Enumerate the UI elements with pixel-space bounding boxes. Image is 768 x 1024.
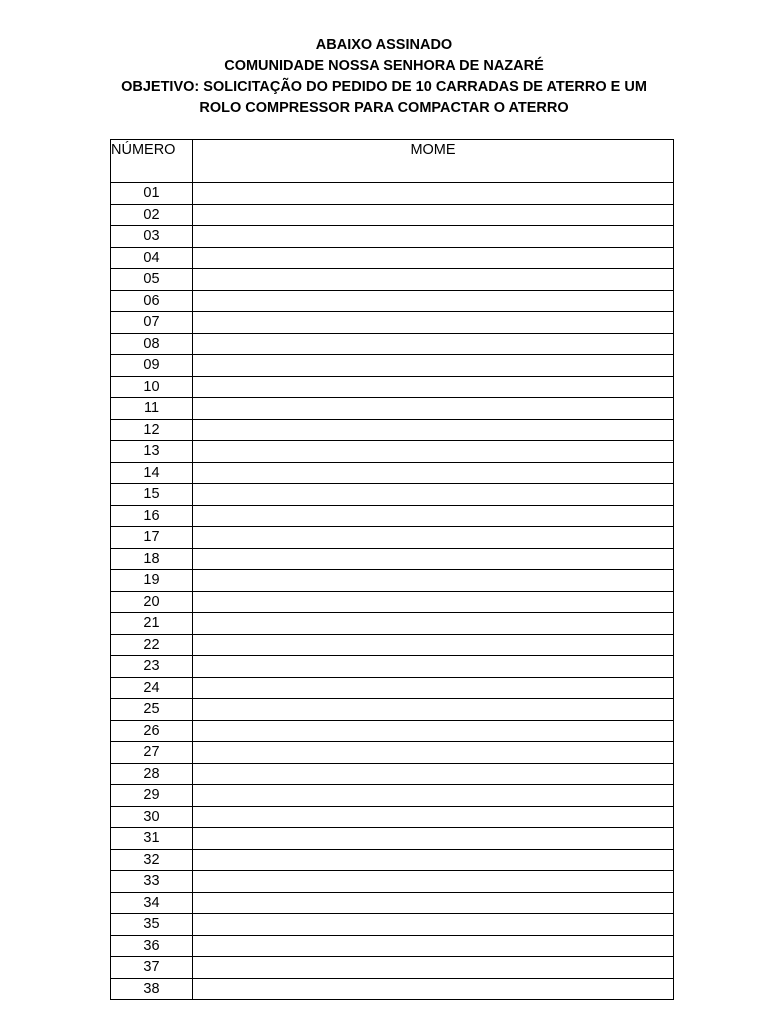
row-number: 38 [111, 978, 193, 1000]
signature-name-cell[interactable] [193, 978, 674, 1000]
heading-community: COMUNIDADE NOSSA SENHORA DE NAZARÉ [224, 58, 544, 74]
row-number: 14 [111, 462, 193, 484]
row-number: 09 [111, 355, 193, 377]
signature-name-cell[interactable] [193, 613, 674, 635]
row-number: 34 [111, 892, 193, 914]
signature-name-cell[interactable] [193, 548, 674, 570]
table-header-row [111, 140, 674, 183]
signature-table [110, 139, 674, 1000]
signature-name-cell[interactable] [193, 570, 674, 592]
row-number: 26 [111, 720, 193, 742]
table-row [111, 484, 674, 506]
table-row [111, 441, 674, 463]
row-number: 20 [111, 591, 193, 613]
signature-name-cell[interactable] [193, 634, 674, 656]
table-row [111, 785, 674, 807]
heading-objective: OBJETIVO: SOLICITAÇÃO DO PEDIDO DE 10 CARRADAS DE ATERRO E UM [121, 79, 647, 95]
signature-name-cell[interactable] [193, 290, 674, 312]
signature-name-cell[interactable] [193, 269, 674, 291]
table-row [111, 226, 674, 248]
table-row [111, 892, 674, 914]
signature-name-cell[interactable] [193, 247, 674, 269]
signature-name-cell[interactable] [193, 957, 674, 979]
table-row [111, 720, 674, 742]
signature-name-cell[interactable] [193, 419, 674, 441]
signature-name-cell[interactable] [193, 527, 674, 549]
heading-objective-continued: ROLO COMPRESSOR PARA COMPACTAR O ATERRO [199, 100, 569, 116]
row-number: 30 [111, 806, 193, 828]
signature-name-cell[interactable] [193, 333, 674, 355]
row-number: 05 [111, 269, 193, 291]
signature-name-cell[interactable] [193, 849, 674, 871]
row-number: 31 [111, 828, 193, 850]
row-number: 17 [111, 527, 193, 549]
signature-name-cell[interactable] [193, 892, 674, 914]
row-number: 12 [111, 419, 193, 441]
table-row [111, 656, 674, 678]
row-number: 16 [111, 505, 193, 527]
row-number: 33 [111, 871, 193, 893]
signature-name-cell[interactable] [193, 462, 674, 484]
signature-name-cell[interactable] [193, 484, 674, 506]
row-number: 08 [111, 333, 193, 355]
table-row [111, 914, 674, 936]
table-row [111, 763, 674, 785]
row-number: 35 [111, 914, 193, 936]
signature-name-cell[interactable] [193, 871, 674, 893]
row-number: 02 [111, 204, 193, 226]
row-number: 27 [111, 742, 193, 764]
table-row [111, 849, 674, 871]
table-row [111, 355, 674, 377]
table-row [111, 247, 674, 269]
table-row [111, 548, 674, 570]
row-number: 25 [111, 699, 193, 721]
column-header-name: MOME [193, 140, 674, 183]
heading-title: ABAIXO ASSINADO [315, 37, 453, 53]
row-number: 01 [111, 183, 193, 205]
signature-name-cell[interactable] [193, 355, 674, 377]
signature-name-cell[interactable] [193, 742, 674, 764]
signature-name-cell[interactable] [193, 505, 674, 527]
signature-name-cell[interactable] [193, 935, 674, 957]
signature-name-cell[interactable] [193, 441, 674, 463]
table-row [111, 398, 674, 420]
row-number: 04 [111, 247, 193, 269]
signature-name-cell[interactable] [193, 183, 674, 205]
row-number: 23 [111, 656, 193, 678]
row-number: 22 [111, 634, 193, 656]
table-row [111, 742, 674, 764]
row-number: 36 [111, 935, 193, 957]
signature-name-cell[interactable] [193, 720, 674, 742]
row-number: 11 [111, 398, 193, 420]
signature-name-cell[interactable] [193, 226, 674, 248]
table-row [111, 935, 674, 957]
table-row [111, 828, 674, 850]
signature-name-cell[interactable] [193, 398, 674, 420]
table-row [111, 957, 674, 979]
row-number: 06 [111, 290, 193, 312]
row-number: 21 [111, 613, 193, 635]
column-header-number: NÚMERO [111, 140, 193, 183]
table-row [111, 376, 674, 398]
signature-name-cell[interactable] [193, 591, 674, 613]
table-row [111, 570, 674, 592]
signature-name-cell[interactable] [193, 656, 674, 678]
row-number: 29 [111, 785, 193, 807]
row-number: 15 [111, 484, 193, 506]
table-row [111, 634, 674, 656]
table-row [111, 269, 674, 291]
table-row [111, 527, 674, 549]
table-row [111, 462, 674, 484]
table-row [111, 333, 674, 355]
table-row [111, 613, 674, 635]
table-row [111, 591, 674, 613]
table-row [111, 699, 674, 721]
row-number: 10 [111, 376, 193, 398]
row-number: 24 [111, 677, 193, 699]
signature-rows [111, 183, 674, 1000]
row-number: 19 [111, 570, 193, 592]
table-row [111, 806, 674, 828]
signature-name-cell[interactable] [193, 677, 674, 699]
table-row [111, 419, 674, 441]
signature-name-cell[interactable] [193, 204, 674, 226]
document-heading [100, 35, 668, 119]
table-row [111, 290, 674, 312]
signature-name-cell[interactable] [193, 699, 674, 721]
row-number: 03 [111, 226, 193, 248]
table-row [111, 677, 674, 699]
signature-name-cell[interactable] [193, 806, 674, 828]
signature-name-cell[interactable] [193, 914, 674, 936]
table-row [111, 505, 674, 527]
signature-name-cell[interactable] [193, 785, 674, 807]
table-row [111, 871, 674, 893]
row-number: 18 [111, 548, 193, 570]
table-row [111, 978, 674, 1000]
signature-name-cell[interactable] [193, 763, 674, 785]
row-number: 37 [111, 957, 193, 979]
row-number: 13 [111, 441, 193, 463]
table-row [111, 204, 674, 226]
row-number: 07 [111, 312, 193, 334]
table-row [111, 312, 674, 334]
signature-name-cell[interactable] [193, 376, 674, 398]
table-row [111, 183, 674, 205]
signature-name-cell[interactable] [193, 312, 674, 334]
row-number: 28 [111, 763, 193, 785]
row-number: 32 [111, 849, 193, 871]
signature-name-cell[interactable] [193, 828, 674, 850]
